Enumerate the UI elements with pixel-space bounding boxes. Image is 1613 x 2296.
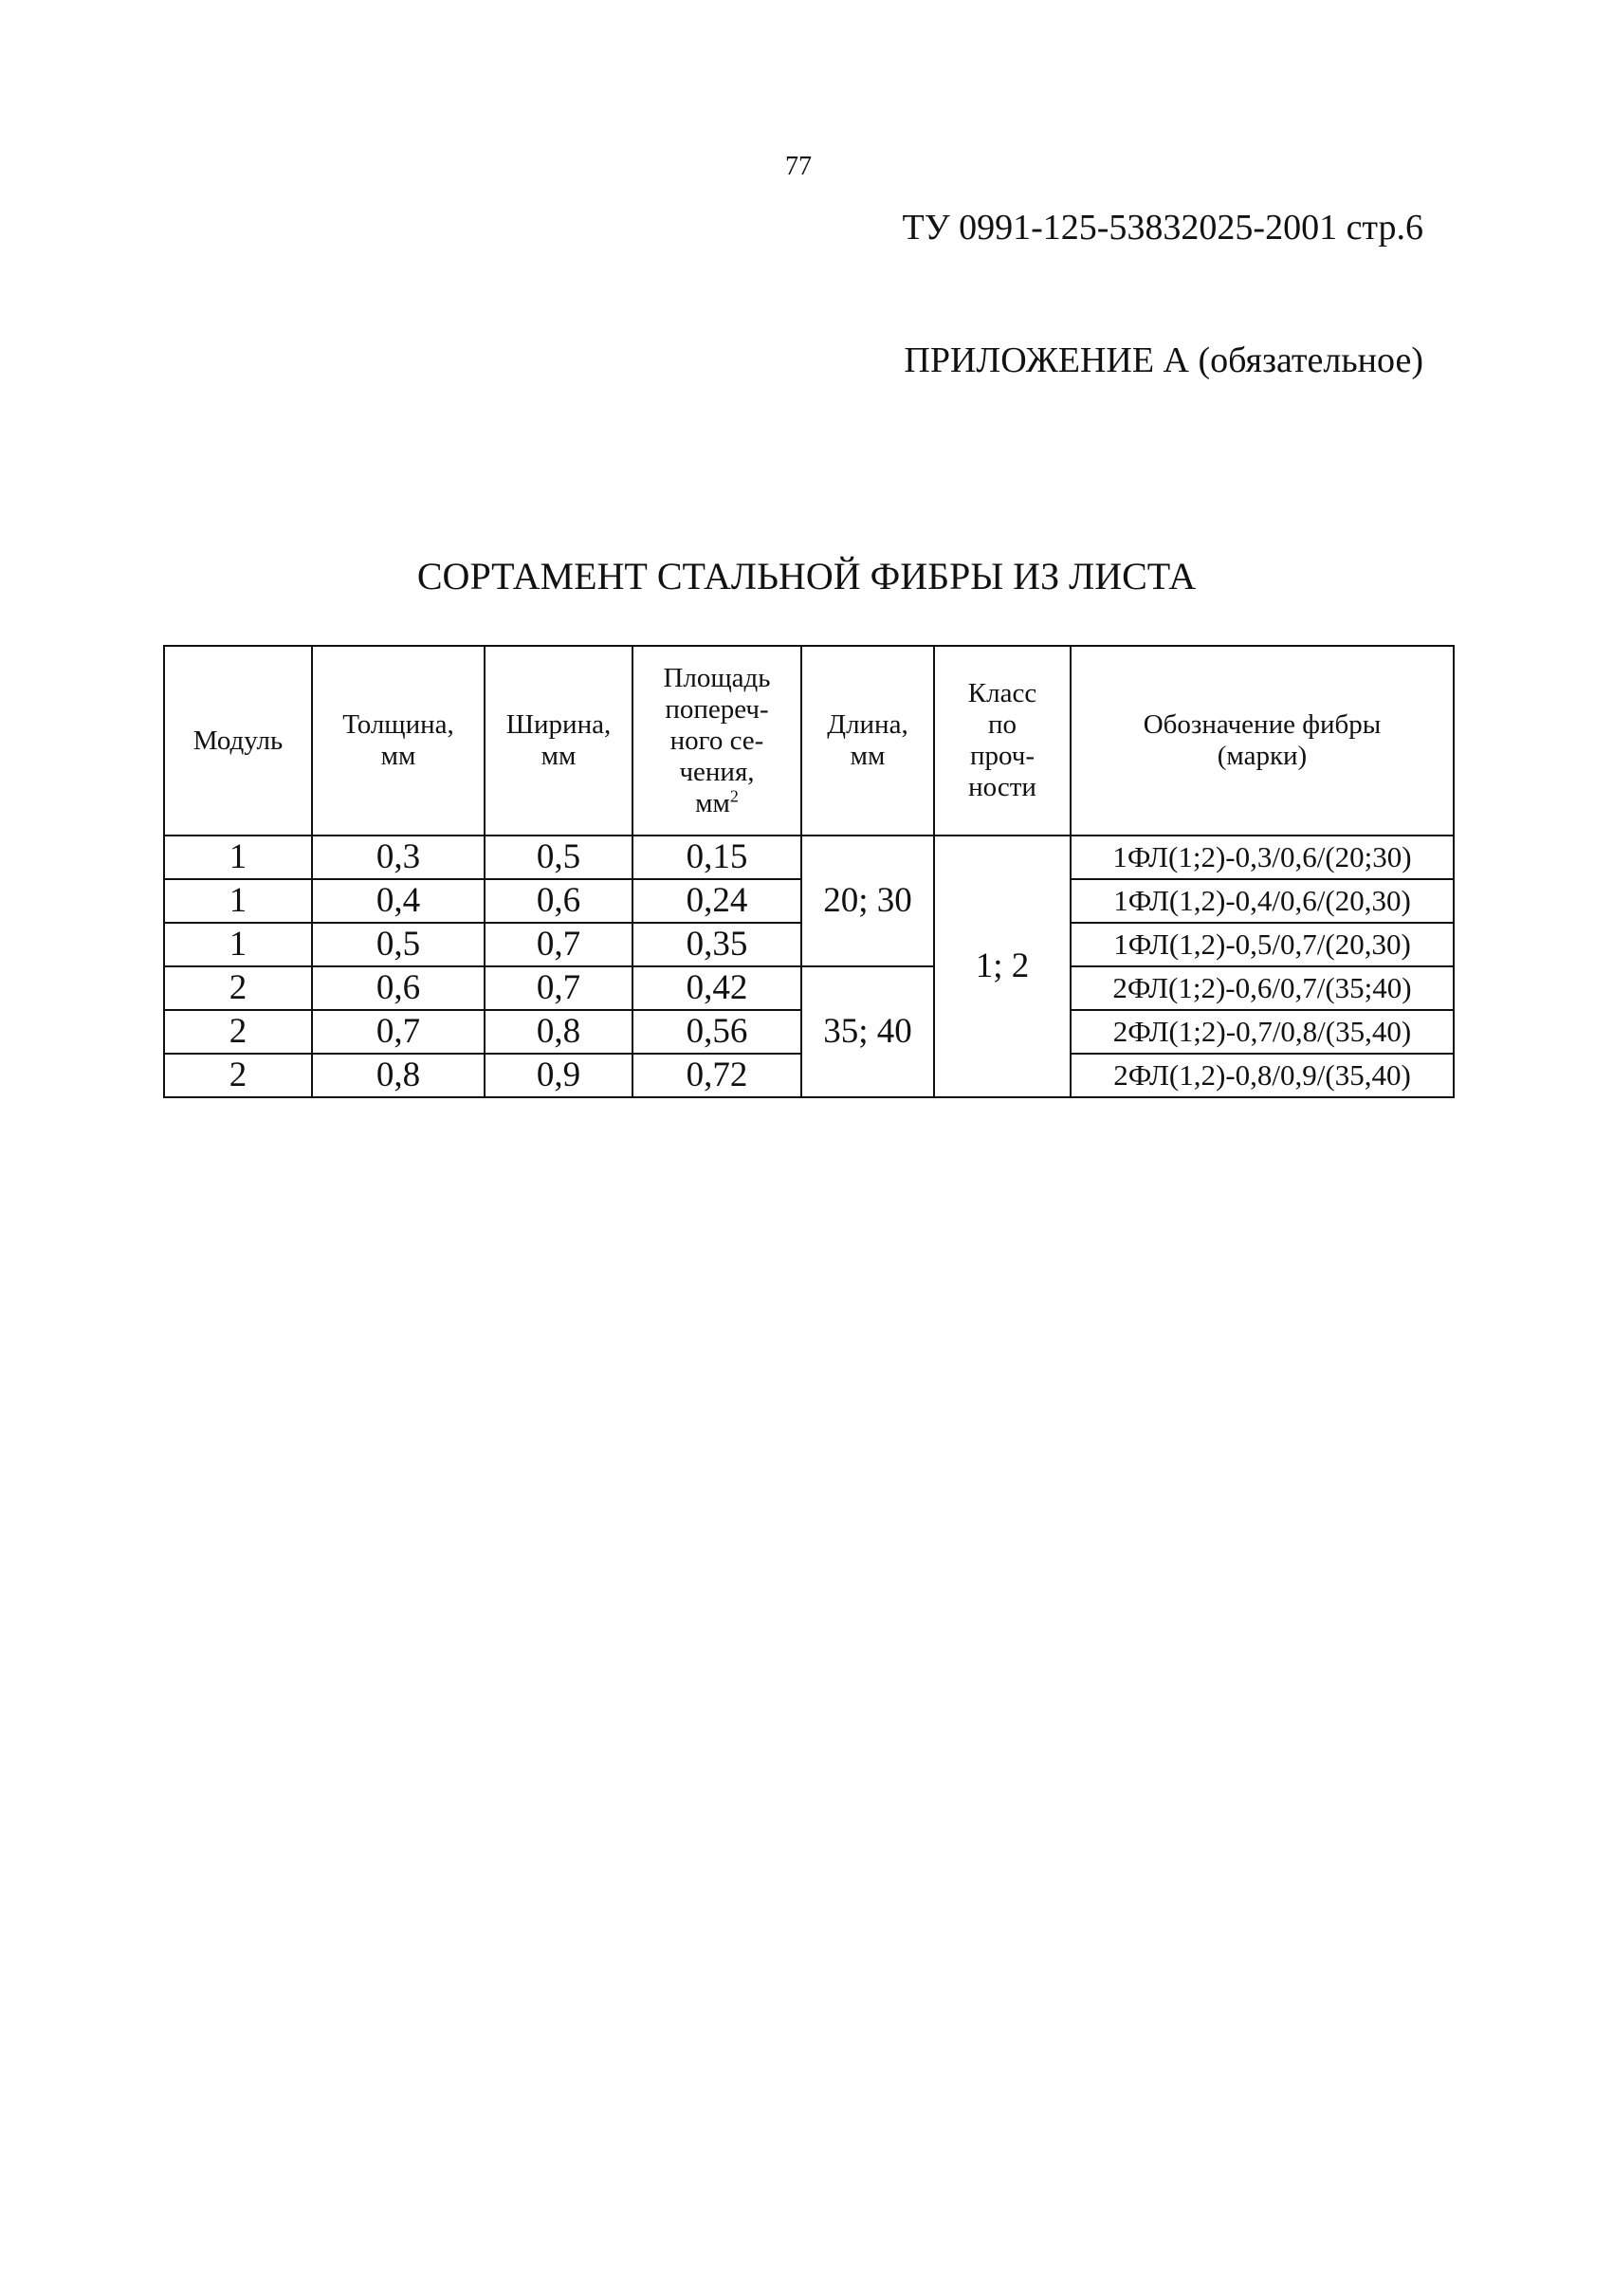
header-length: Длина, мм [801, 646, 934, 836]
cell-fiber-mark: 1ФЛ(1;2)-0,3/0,6/(20;30) [1071, 836, 1454, 879]
cell-module: 1 [164, 923, 312, 966]
cell-width: 0,6 [485, 879, 632, 923]
document-code: ТУ 0991-125-53832025-2001 стр.6 [902, 208, 1423, 248]
cell-module: 2 [164, 1010, 312, 1054]
cell-fiber-mark: 2ФЛ(1;2)-0,6/0,7/(35;40) [1071, 966, 1454, 1010]
header-strength-class: Класс по проч- ности [934, 646, 1071, 836]
cell-area: 0,72 [632, 1054, 801, 1097]
table-row [164, 836, 1454, 879]
cell-width: 0,7 [485, 966, 632, 1010]
header-area: Площадь попереч- ного се- чения, $мм^2$ [632, 646, 801, 836]
cell-thickness: 0,5 [312, 923, 485, 966]
cell-thickness: 0,7 [312, 1010, 485, 1054]
cell-thickness: 0,4 [312, 879, 485, 923]
cell-thickness: 0,6 [312, 966, 485, 1010]
cell-width: 0,8 [485, 1010, 632, 1054]
cell-thickness: 0,8 [312, 1054, 485, 1097]
cell-fiber-mark: 2ФЛ(1,2)-0,8/0,9/(35,40) [1071, 1054, 1454, 1097]
cell-area: 0,15 [632, 836, 801, 879]
cell-module: 1 [164, 836, 312, 879]
cell-strength-class: 1; 2 [934, 836, 1071, 1097]
cell-module: 2 [164, 1054, 312, 1097]
cell-area: 0,56 [632, 1010, 801, 1054]
table-header-row [164, 646, 1454, 836]
table-row [164, 966, 1454, 1010]
cell-width: 0,9 [485, 1054, 632, 1097]
cell-length-group-1: 20; 30 [801, 836, 934, 966]
header-fiber-mark: Обозначение фибры (марки) [1071, 646, 1454, 836]
header-module: Модуль [164, 646, 312, 836]
cell-module: 1 [164, 879, 312, 923]
header-thickness: Толщина, мм [312, 646, 485, 836]
sortament-table [163, 645, 1455, 1098]
appendix-heading: ПРИЛОЖЕНИЕ А (обязательное) [904, 340, 1423, 380]
cell-fiber-mark: 1ФЛ(1,2)-0,4/0,6/(20,30) [1071, 879, 1454, 923]
cell-fiber-mark: 1ФЛ(1,2)-0,5/0,7/(20,30) [1071, 923, 1454, 966]
cell-area: 0,35 [632, 923, 801, 966]
cell-width: 0,5 [485, 836, 632, 879]
cell-thickness: 0,3 [312, 836, 485, 879]
cell-module: 2 [164, 966, 312, 1010]
cell-fiber-mark: 2ФЛ(1;2)-0,7/0,8/(35,40) [1071, 1010, 1454, 1054]
cell-width: 0,7 [485, 923, 632, 966]
header-width: Ширина, мм [485, 646, 632, 836]
cell-area: 0,24 [632, 879, 801, 923]
table-title: СОРТАМЕНТ СТАЛЬНОЙ ФИБРЫ ИЗ ЛИСТА [416, 555, 1197, 597]
cell-length-group-2: 35; 40 [801, 966, 934, 1097]
page-number: 77 [785, 152, 812, 181]
cell-area: 0,42 [632, 966, 801, 1010]
